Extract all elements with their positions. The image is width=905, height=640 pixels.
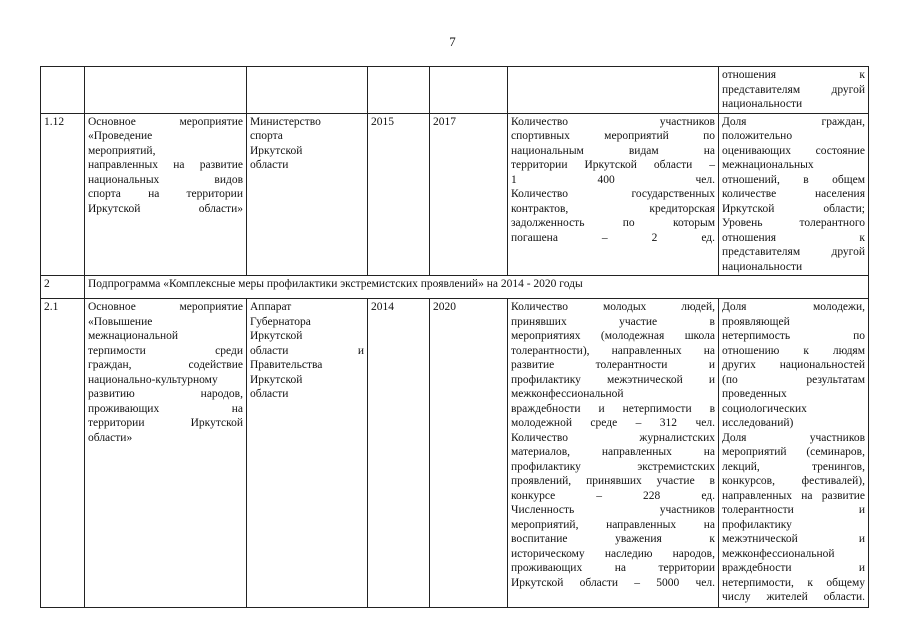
text-line: профилактику — [722, 518, 792, 531]
text-line: Количество государственных — [511, 188, 715, 200]
text-line: социологических — [722, 402, 807, 415]
text-line: 1 400 чел. — [511, 173, 715, 186]
text-line: национальности — [722, 260, 803, 273]
text-line: «Повышение — [88, 315, 153, 328]
table-row-subprogram — [41, 276, 869, 299]
cell-executor — [247, 67, 368, 114]
text-line: Основное мероприятие — [88, 115, 243, 128]
text-line: Иркутской — [250, 373, 303, 386]
text-line: контрактов, кредиторская — [511, 202, 715, 215]
text-line: задолженность по которым — [511, 217, 715, 229]
cell-executor — [247, 299, 368, 608]
text-line: Министерство — [250, 115, 321, 128]
text-line: мероприятий, — [88, 144, 156, 157]
text-line: Иркутской области; — [722, 202, 865, 215]
text-line: области — [250, 159, 289, 171]
cell-start: 2015 — [368, 113, 430, 276]
text-line: межконфессиональной — [722, 547, 835, 560]
text-line: Основное мероприятие — [88, 301, 243, 313]
text-line: направленных на развитие — [722, 489, 865, 502]
text-line: Иркутской — [250, 330, 303, 342]
text-line: Уровень толерантного — [722, 217, 865, 229]
text-line: враждебности и — [722, 562, 865, 574]
cell-end: 2017 — [430, 113, 508, 276]
text-line: развитию народов, — [88, 388, 243, 400]
text-line: спорта на территории — [88, 188, 243, 200]
text-line: Доля участников — [722, 431, 865, 444]
text-line: материалов, направленных на — [511, 446, 715, 458]
text-line: исследований) — [722, 417, 794, 429]
cell-result — [508, 113, 719, 276]
text-line: числу жителей области. — [722, 591, 865, 603]
text-line: области — [250, 388, 289, 400]
program-table — [40, 66, 869, 608]
table-row-2-1 — [41, 299, 869, 608]
text-line: граждан, содействие — [88, 359, 243, 371]
text-line: профилактику экстремистских — [511, 460, 715, 473]
text-line: Численность участников — [511, 504, 715, 516]
cell-num: 2 — [41, 276, 85, 299]
text-line: территории Иркутской области – — [511, 159, 715, 171]
text-line: Губернатора — [250, 315, 311, 328]
cell-indicator — [719, 299, 869, 608]
text-line: отношения к — [722, 69, 865, 81]
text-line: спортивных мероприятий по — [511, 130, 715, 142]
text-line: Доля молодежи, — [722, 301, 865, 313]
text-line: национально-культурному — [88, 373, 218, 386]
text-line: враждебности и нетерпимости в — [511, 402, 715, 415]
cell-event — [85, 67, 247, 114]
text-line: представителям другой — [722, 246, 865, 258]
text-line: Аппарат — [250, 301, 292, 313]
cell-event — [85, 113, 247, 276]
cell-end: 2020 — [430, 299, 508, 608]
text-line: проживающих на территории — [511, 562, 715, 574]
text-line: спорта — [250, 130, 283, 142]
text-line: нетерпимости, к общему — [722, 576, 865, 589]
page-number: 7 — [449, 34, 456, 49]
text-line: количестве населения — [722, 188, 865, 200]
text-line: толерантности и — [722, 504, 865, 516]
text-line: межнациональной — [88, 330, 179, 342]
text-line: погашена – 2 ед. — [511, 231, 715, 244]
text-line: области» — [88, 431, 133, 444]
subprogram-title: Подпрограмма «Комплексные меры профилактики экстремистских проявлений» на 2014 - 2020 годы — [85, 276, 869, 299]
text-line: Иркутской области – 5000 чел. — [511, 576, 715, 589]
table-row-continued — [41, 67, 869, 114]
text-line: воспитание уважения к — [511, 533, 715, 545]
text-line: национальным видам на — [511, 144, 715, 157]
cell-start: 2014 — [368, 299, 430, 608]
text-line: профилактику межэтнической и — [511, 373, 715, 386]
text-line: Доля граждан, — [722, 115, 865, 128]
cell-event — [85, 299, 247, 608]
text-line: мероприятиях (молодежная школа — [511, 330, 715, 342]
text-line: Иркутской — [250, 144, 303, 157]
cell-result — [508, 67, 719, 114]
cell-indicator — [719, 113, 869, 276]
text-line: оценивающих состояние — [722, 144, 865, 157]
text-line: межконфессиональной — [511, 388, 624, 400]
text-line: Количество участников — [511, 115, 715, 128]
text-line: Правительства — [250, 359, 323, 371]
text-line: «Проведение — [88, 130, 153, 142]
text-line: других национальностей — [722, 359, 865, 371]
text-line: проявлений, принявших участие в — [511, 475, 715, 487]
text-line: лекций, тренингов, — [722, 460, 865, 473]
text-line: терпимости среди — [88, 344, 243, 357]
text-line: Количество молодых людей, — [511, 301, 715, 313]
text-line: отношений, в общем — [722, 173, 865, 186]
cell-start — [368, 67, 430, 114]
cell-result — [508, 299, 719, 608]
text-line: направленных на развитие — [88, 159, 243, 171]
text-line: положительно — [722, 130, 793, 142]
text-line: нетерпимость по — [722, 330, 865, 342]
cell-num: 2.1 — [41, 299, 85, 608]
text-line: представителям другой — [722, 83, 865, 96]
text-line: отношению к людям — [722, 344, 865, 357]
text-line: (по результатам — [722, 373, 865, 386]
text-line: проявляющей — [722, 315, 790, 328]
text-line: мероприятий, направленных на — [511, 518, 715, 531]
text-line: проживающих на — [88, 402, 243, 415]
cell-num — [41, 67, 85, 114]
text-line: развитие толерантности и — [511, 359, 715, 371]
text-line: национальных видов — [88, 173, 243, 186]
text-line: отношения к — [722, 231, 865, 244]
text-line: историческому наследию народов, — [511, 547, 715, 560]
text-line: межнациональных — [722, 159, 814, 171]
text-line: толерантности), направленных на — [511, 344, 715, 357]
table-row-1-12 — [41, 113, 869, 276]
text-line: межэтнической и — [722, 533, 865, 545]
text-line: молодежной среде – 312 чел. — [511, 417, 715, 429]
cell-executor — [247, 113, 368, 276]
text-line: конкурсе – 228 ед. — [511, 489, 715, 502]
text-line: территории Иркутской — [88, 417, 243, 429]
cell-indicator — [719, 67, 869, 114]
cell-num: 1.12 — [41, 113, 85, 276]
text-line: Иркутской области» — [88, 202, 243, 215]
text-line: принявших участие в — [511, 315, 715, 328]
text-line: проведенных — [722, 388, 787, 400]
text-line: национальности — [722, 98, 803, 110]
text-line: конкурсов, фестивалей), — [722, 475, 865, 487]
text-line: области и — [250, 344, 364, 357]
text-line: мероприятий (семинаров, — [722, 446, 865, 458]
text-line: Количество журналистских — [511, 431, 715, 444]
cell-end — [430, 67, 508, 114]
